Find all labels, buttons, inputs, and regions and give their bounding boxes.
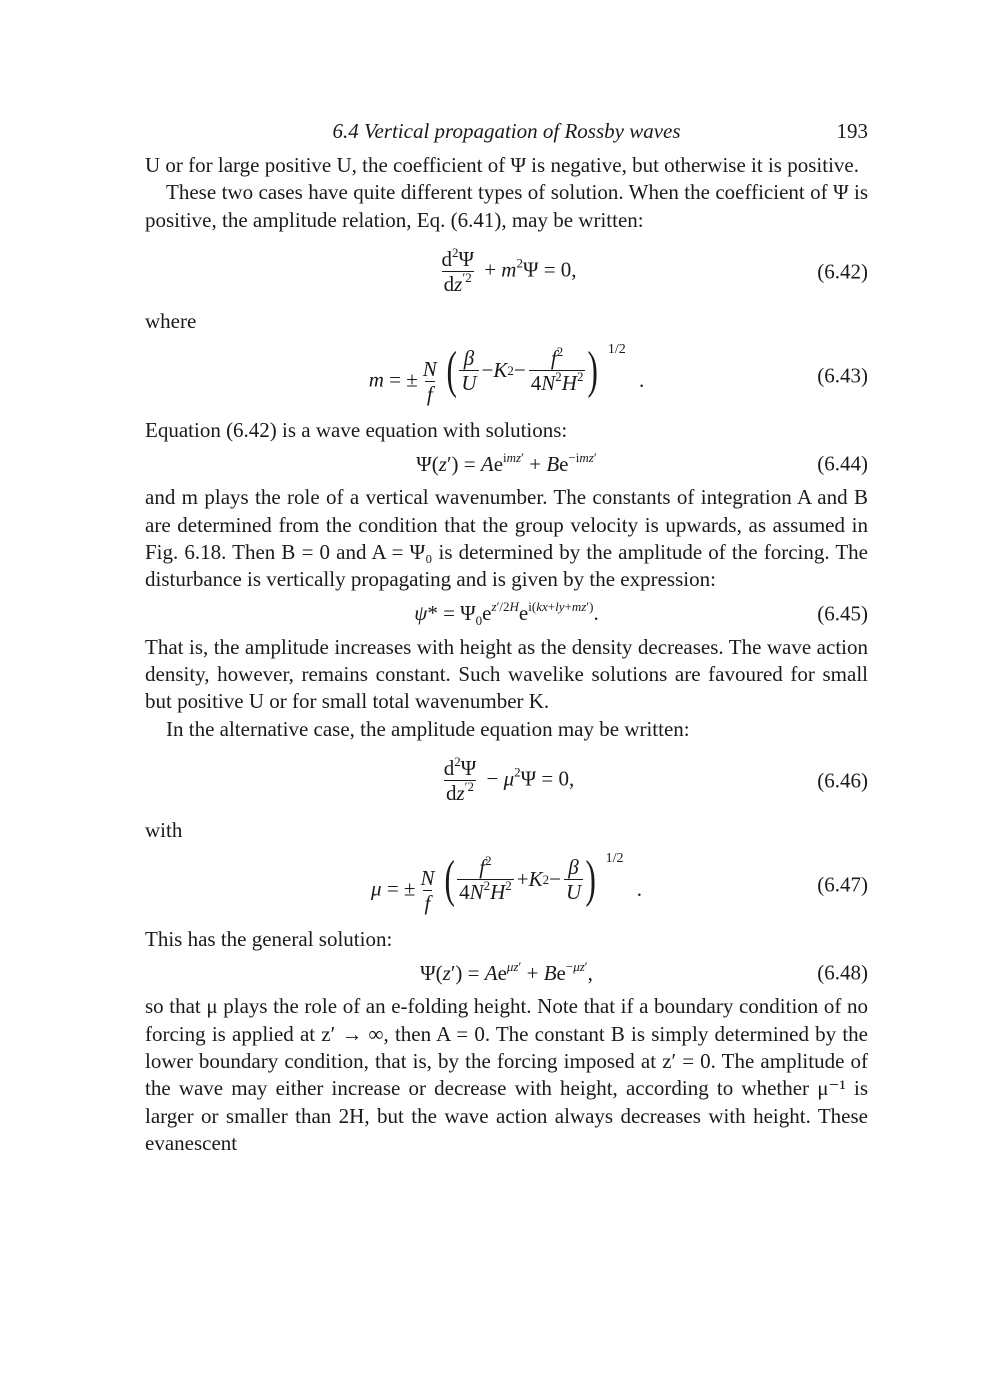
- equation-6-48: [145, 953, 868, 993]
- equation-number-6-42: (6.42): [817, 259, 868, 284]
- equation-6-44: [145, 444, 868, 484]
- equation-6-44-body: $\Psi(z') = Ae^{imz'} + Be^{-imz'}$: [416, 449, 597, 476]
- equation-6-45: [145, 594, 868, 634]
- paragraph-8: so that μ plays the role of an e-folding height. Note that if a boundary condition of no forcing is applied at z′ → ∞, then A = 0. The constant B is simply determined by the lower boundary condition, that is, by the forcing imposed at z′ = 0. The amplitude of the wave may either increase or decrease with height, according to whether μ⁻¹ is larger or smaller than 2H, but the wave action always decreases with height. These evanescent: [145, 994, 868, 1155]
- equation-6-46: [145, 749, 868, 813]
- paragraph-4: and m plays the role of a vertical wavenumber. The constants of integration A and B are determined from the condition that the group velocity is upwards, as assumed in Fig. 6.18. Then B = 0 and A = Ψ₀ is determined by the amplitude of the forcing. The disturbance is vertically propagating and is given by the expression:: [145, 485, 868, 592]
- paragraph-7: This has the general solution:: [145, 927, 393, 952]
- equation-number-6-47: (6.47): [817, 872, 868, 897]
- page-number: 193: [836, 119, 868, 143]
- equation-number-6-44: (6.44): [817, 451, 868, 476]
- equation-6-46-body: $\frac{d^2\Psi}{dz^{'2}}$ − $\mu^2\Psi = 0$,: [443, 754, 575, 806]
- equation-6-48-body: $\Psi(z') = Ae^{\mu z'} + Be^{-\mu z'}$,: [420, 958, 593, 985]
- equation-6-43: [145, 337, 868, 415]
- equation-6-43-body: m = ± $\frac{N}{f}$ ( $\frac{\beta}{U}$ − K 2 − $\frac{f^2}{4N^2H^2}$ ) 1/2 .: [368, 341, 645, 407]
- paragraph-3: Equation (6.42) is a wave equation with solutions:: [145, 418, 568, 443]
- paragraph-2: These two cases have quite different types of solution. When the coefficient of Ψ is positive, the amplitude relation, Eq. (6.41), may be written:: [145, 180, 868, 232]
- where-label: where: [145, 308, 197, 333]
- paragraph-6: In the alternative case, the amplitude equation may be written:: [166, 716, 690, 741]
- equation-6-42: [145, 240, 868, 304]
- with-label: with: [145, 817, 183, 842]
- equation-number-6-48: (6.48): [817, 960, 868, 985]
- equation-number-6-45: (6.45): [817, 601, 868, 626]
- running-title: 6.4 Vertical propagation of Rossby waves: [332, 119, 681, 143]
- paragraph-5: That is, the amplitude increases with height as the density decreases. The wave action density, however, remains constant. Such wavelike solutions are favoured for small but positive U or for small total wavenumber K.: [145, 634, 868, 714]
- page-body: [145, 118, 868, 1157]
- running-header: [145, 118, 868, 152]
- equation-6-42-body: $\frac{d^2\Psi}{dz^{'2}}$ + $m^2\Psi = 0$,: [441, 245, 577, 297]
- equation-6-47: [145, 846, 868, 924]
- paragraph-1: U or for large positive U, the coefficient of Ψ is negative, but otherwise it is positive.: [145, 153, 859, 177]
- equation-number-6-46: (6.46): [817, 768, 868, 793]
- equation-6-47-body: μ = ± $\frac{N}{f}$ ( $\frac{f^2}{4N^2H^2}$ + K 2 − $\frac{\beta}{U}$ ) 1/2 .: [371, 850, 642, 916]
- equation-6-45-body: $\psi* = \Psi_0e^{z'/2H}e^{i(kx+ly+mz')}$.: [414, 599, 599, 629]
- equation-number-6-43: (6.43): [817, 363, 868, 388]
